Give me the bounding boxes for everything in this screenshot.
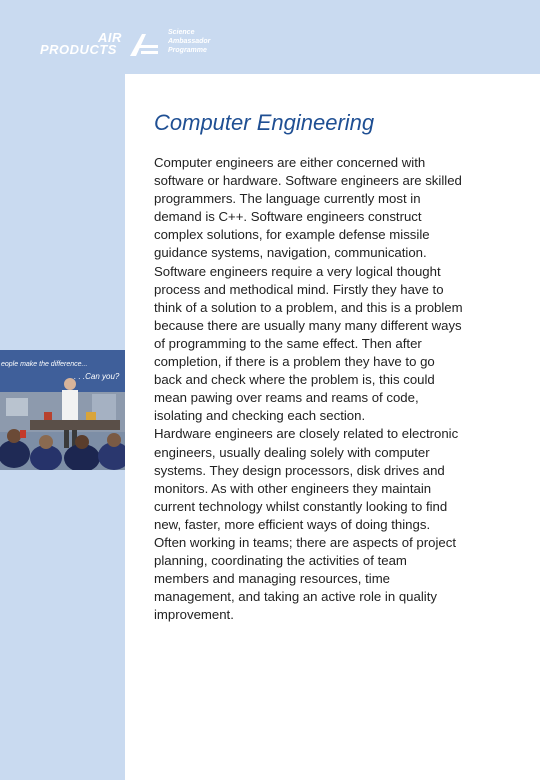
logo-programme-line1: Science bbox=[168, 29, 195, 36]
article-line: Computer engineers are either concerned with bbox=[154, 155, 426, 170]
article-body bbox=[154, 154, 516, 624]
article-line: guidance systems, navigation, communication. bbox=[154, 245, 427, 261]
article-line: new, faster, more efficient ways of doing things. bbox=[154, 516, 431, 532]
air-products-logo bbox=[40, 28, 220, 62]
article-line: isolating and checking each section. bbox=[154, 408, 366, 424]
logo-brand-line2: PRODUCTS bbox=[40, 42, 117, 57]
logo-programme-line2: Ambassador bbox=[168, 38, 211, 45]
article-line: process and methodical mind. Firstly they have to bbox=[154, 281, 444, 297]
article-line: Hardware engineers are closely related to electronic bbox=[154, 426, 459, 442]
article-line: monitors. As with other engineers they maintain bbox=[154, 480, 432, 496]
article-line: current technology whilst constantly looking to find bbox=[154, 498, 448, 514]
article-line: of programming to the same effect. Then after bbox=[154, 335, 422, 351]
article-line: members and managing resources, time bbox=[154, 571, 391, 587]
article-line: Often working in teams; there are aspects of project bbox=[154, 534, 456, 550]
logo-brand-line1: AIR bbox=[98, 30, 122, 45]
article-line: planning, coordinating the activities of team bbox=[154, 553, 407, 569]
article-line: because there are usually many many different ways bbox=[154, 317, 462, 333]
article-line: back and check where the problem is, this could bbox=[154, 372, 435, 388]
logo-programme-text bbox=[168, 28, 210, 55]
logo-programme-line3: Programme bbox=[168, 47, 207, 54]
article-line: engineers, usually dealing solely with computer bbox=[154, 444, 430, 460]
article-line: systems. They design processors, disk drives and bbox=[154, 462, 445, 478]
air-products-emblem-icon bbox=[124, 32, 160, 60]
classroom-photo bbox=[0, 350, 125, 470]
article-line: Software engineers require a very logical thought bbox=[154, 263, 441, 279]
article-line: improvement. bbox=[154, 607, 234, 623]
classroom-photo-image bbox=[0, 350, 125, 470]
article-line: think of a solution to a problem, and this is a problem bbox=[154, 299, 463, 315]
page-title: Computer Engineering bbox=[154, 110, 375, 135]
article-line: demand is C++. Software engineers construct bbox=[154, 209, 422, 225]
article-line: programmers. The language currently most in bbox=[154, 191, 421, 207]
photo-caption-line2: . . .Can you? bbox=[74, 372, 120, 381]
article-line: mean pawing over reams and reams of code, bbox=[154, 390, 419, 406]
article-line: management, and taking an active role in quality bbox=[154, 589, 437, 605]
article-line: complex solutions, for example defense missile bbox=[154, 227, 430, 243]
article-line: software or hardware. Software engineers are skilled bbox=[154, 173, 462, 189]
photo-caption-line1: eople make the difference... bbox=[1, 361, 88, 368]
article-line: completion, if there is a problem they have to go bbox=[154, 354, 435, 370]
